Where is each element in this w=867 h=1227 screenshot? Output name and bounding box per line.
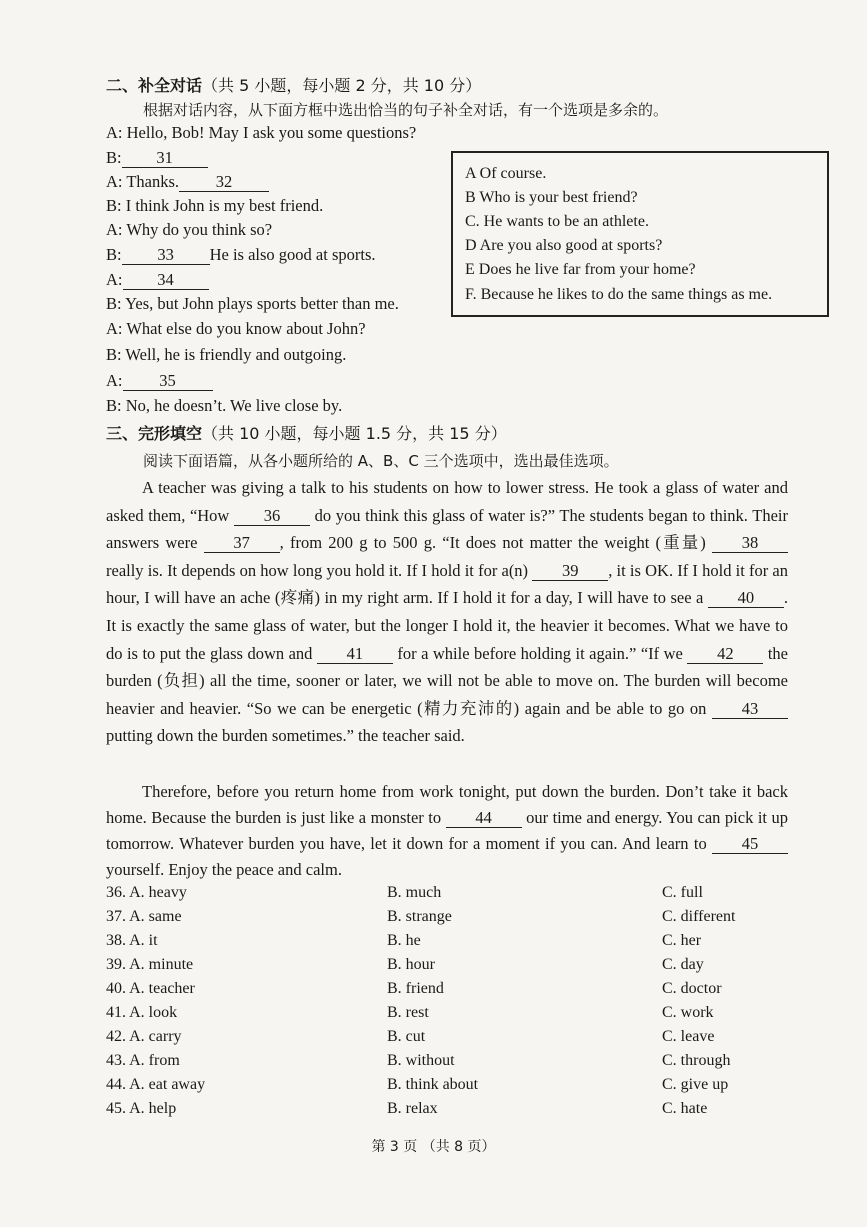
cloze-blank-41[interactable]: 41 <box>317 645 393 664</box>
passage-text: , from 200 g to 500 g. “It does not matter the weight (重量) <box>279 533 712 553</box>
dialogue-text: A: <box>106 270 123 289</box>
choice-44-a[interactable]: 44. A. eat away <box>106 1076 206 1093</box>
dialogue-line <box>106 196 323 216</box>
dialogue-text: B: Well, he is friendly and outgoing. <box>106 345 347 364</box>
dialogue-line <box>106 245 376 265</box>
dialogue-line <box>106 345 346 365</box>
dialogue-line <box>106 371 213 391</box>
option-b: B Who is your best friend? <box>465 189 638 206</box>
choice-36-a[interactable]: 36. A. heavy <box>106 884 187 901</box>
passage-text: . It is exactly the same glass of water, but the longer I hold it, the heavier it becomes. What we have to do is to put the glass down and <box>106 588 788 663</box>
cloze-blank-39[interactable]: 39 <box>532 562 608 581</box>
answer-blank-32[interactable]: 32 <box>179 173 269 192</box>
answer-blank-33[interactable]: 33 <box>122 246 210 265</box>
section3-title: 三、完形填空 <box>106 424 203 443</box>
choice-39-a[interactable]: 39. A. minute <box>106 956 194 973</box>
choice-41-c[interactable]: C. work <box>662 1004 714 1021</box>
dialogue-line <box>106 319 366 339</box>
dialogue-line <box>106 294 399 314</box>
cloze-blank-43[interactable]: 43 <box>712 700 788 719</box>
choice-36-c[interactable]: C. full <box>662 884 703 901</box>
passage-text: our time and energy. You can pick it up tomorrow. Whatever burden you have, let it down for a moment if you can. And learn to <box>106 808 788 853</box>
cloze-blank-45[interactable]: 45 <box>712 835 788 854</box>
cloze-blank-42[interactable]: 42 <box>687 645 763 664</box>
choice-43-a[interactable]: 43. A. from <box>106 1052 180 1069</box>
choice-37-a[interactable]: 37. A. same <box>106 908 182 925</box>
dialogue-line <box>106 220 272 240</box>
cloze-blank-40[interactable]: 40 <box>708 589 784 608</box>
dialogue-line <box>106 123 416 143</box>
dialogue-text: B: <box>106 245 122 264</box>
dialogue-text: A: Why do you think so? <box>106 220 273 239</box>
choice-42-a[interactable]: 42. A. carry <box>106 1028 182 1045</box>
choice-43-c[interactable]: C. through <box>662 1052 731 1069</box>
passage-text: putting down the burden sometimes.” the teacher said. <box>106 726 465 746</box>
section2-instruction: 根据对话内容，从下面方框中选出恰当的句子补全对话，有一个选项是多余的。 <box>143 101 669 119</box>
passage-text: Therefore, before you return home from work tonight, put down the burden. Don’t take it back home. Because the burden is just like a monster to <box>106 782 788 827</box>
passage-text: really is. It depends on how long you hold it. If I hold it for a(n) <box>106 560 533 580</box>
choice-38-c[interactable]: C. her <box>662 932 702 949</box>
choice-36-b[interactable]: B. much <box>387 884 442 901</box>
option-c: C. He wants to be an athlete. <box>465 213 649 230</box>
choice-40-b[interactable]: B. friend <box>387 980 444 997</box>
answer-blank-31[interactable]: 31 <box>122 149 208 168</box>
choice-44-b[interactable]: B. think about <box>387 1076 479 1093</box>
cloze-blank-36[interactable]: 36 <box>234 507 310 526</box>
passage-text: for a while before holding it again.” “If we <box>392 643 688 663</box>
dialogue-line <box>106 396 342 416</box>
dialogue-text: B: No, he doesn’t. We live close by. <box>106 396 343 415</box>
passage-paragraph-1 <box>106 474 788 750</box>
section2-score: （共 5 小题，每小题 2 分，共 10 分） <box>202 76 482 95</box>
choice-45-a[interactable]: 45. A. help <box>106 1100 177 1117</box>
choice-37-b[interactable]: B. strange <box>387 908 452 925</box>
choice-40-a[interactable]: 40. A. teacher <box>106 980 195 997</box>
dialogue-text: B: Yes, but John plays sports better than me. <box>106 294 399 313</box>
passage-paragraph-2 <box>106 779 788 883</box>
dialogue-text: A: <box>106 371 123 390</box>
section3-heading <box>106 424 507 444</box>
choice-42-b[interactable]: B. cut <box>387 1028 426 1045</box>
dialogue-line <box>106 270 209 290</box>
choice-39-b[interactable]: B. hour <box>387 956 435 973</box>
passage-text: yourself. Enjoy the peace and calm. <box>106 860 342 879</box>
passage-text: do you think this glass of water is?” The students began to think. Their answers were <box>106 505 788 553</box>
dialogue-text-after-blank: He is also good at sports. <box>209 245 376 264</box>
choice-41-a[interactable]: 41. A. look <box>106 1004 178 1021</box>
cloze-blank-38[interactable]: 38 <box>712 534 788 553</box>
page-footer: 第 3 页 （共 8 页） <box>371 1139 496 1155</box>
choice-45-b[interactable]: B. relax <box>387 1100 438 1117</box>
choice-45-c[interactable]: C. hate <box>662 1100 708 1117</box>
dialogue-text: B: <box>106 148 122 167</box>
choice-43-b[interactable]: B. without <box>387 1052 455 1069</box>
answer-blank-34[interactable]: 34 <box>123 271 209 290</box>
option-d: D Are you also good at sports? <box>465 237 663 254</box>
cloze-blank-44[interactable]: 44 <box>446 809 522 828</box>
section3-instruction: 阅读下面语篇，从各小题所给的 A、B、C 三个选项中，选出最佳选项。 <box>143 452 619 470</box>
section2-title: 二、补全对话 <box>106 76 203 95</box>
option-e: E Does he live far from your home? <box>465 261 696 278</box>
passage-text: A teacher was giving a talk to his students on how to lower stress. He took a glass of water and asked them, “How <box>106 478 788 525</box>
section3-score: （共 10 小题，每小题 1.5 分，共 15 分） <box>202 424 507 443</box>
passage-text: , it is OK. If I hold it for an hour, I will have an ache (疼痛) in my right arm. If I hold it for a day, I will have to see a <box>106 560 788 608</box>
answer-blank-35[interactable]: 35 <box>123 372 213 391</box>
passage-text: the burden (负担) all the time, sooner or later, we will not be able to move on. The burden will become heavier and heavier. “So we can be energetic (精力充沛的) again and be able to go on <box>106 643 788 718</box>
choice-38-a[interactable]: 38. A. it <box>106 932 158 949</box>
choice-41-b[interactable]: B. rest <box>387 1004 429 1021</box>
choice-42-c[interactable]: C. leave <box>662 1028 715 1045</box>
option-f: F. Because he likes to do the same things as me. <box>465 286 773 303</box>
choice-37-c[interactable]: C. different <box>662 908 736 925</box>
options-box <box>451 151 829 317</box>
section2-heading <box>106 76 481 96</box>
dialogue-line <box>106 148 208 168</box>
dialogue-text: A: Hello, Bob! May I ask you some questions? <box>106 123 417 142</box>
choice-44-c[interactable]: C. give up <box>662 1076 729 1093</box>
choice-39-c[interactable]: C. day <box>662 956 704 973</box>
dialogue-text: A: Thanks. <box>106 172 180 191</box>
cloze-blank-37[interactable]: 37 <box>204 534 280 553</box>
choice-40-c[interactable]: C. doctor <box>662 980 722 997</box>
choice-38-b[interactable]: B. he <box>387 932 421 949</box>
option-a: A Of course. <box>465 165 547 182</box>
dialogue-text: A: What else do you know about John? <box>106 319 366 338</box>
dialogue-text: B: I think John is my best friend. <box>106 196 324 215</box>
dialogue-line <box>106 172 269 192</box>
